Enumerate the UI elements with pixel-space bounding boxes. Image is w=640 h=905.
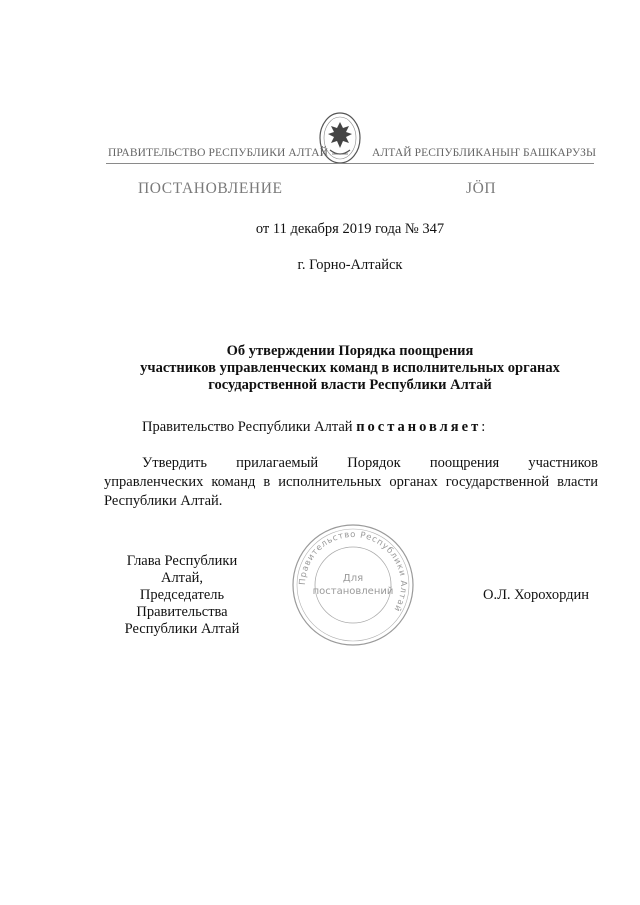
signatory-name: О.Л. Хорохордин bbox=[483, 587, 590, 603]
position-line: Председатель Правительства bbox=[136, 587, 228, 620]
government-name-altai: АЛТАЙ РЕСПУБЛИКАНЫҤ БАШКАРУЗЫ bbox=[372, 147, 597, 159]
body-line: Республики Алтай. bbox=[104, 493, 223, 509]
body-line: управленческих команд в исполнительных органах государственной власти bbox=[104, 474, 598, 490]
official-stamp-seal bbox=[288, 520, 418, 650]
svg-text:Правительство Республики Алтай bbox=[298, 530, 408, 613]
decree-body bbox=[104, 454, 598, 511]
government-name-russian: ПРАВИТЕЛЬСТВО РЕСПУБЛИКИ АЛТАЙ bbox=[108, 147, 329, 159]
seal-ring-text: Правительство Республики Алтай bbox=[297, 529, 409, 614]
document-type-altai: ЈӦП bbox=[466, 180, 497, 197]
body-line: Утвердить прилагаемый Порядок поощрения участников bbox=[142, 455, 598, 471]
decree-verb: постановляет bbox=[356, 419, 482, 435]
title-line: государственной власти Республики Алтай bbox=[208, 377, 492, 393]
decree-statement bbox=[142, 419, 485, 436]
decree-intro: Правительство Республики Алтай bbox=[142, 419, 353, 435]
document-city: г. Горно-Алтайск bbox=[297, 257, 403, 273]
title-line: участников управленческих команд в исполнительных органах bbox=[140, 360, 560, 376]
seal-center-line: постановлений bbox=[312, 586, 394, 597]
document-type-russian: ПОСТАНОВЛЕНИЕ bbox=[138, 180, 283, 197]
document-date-number: от 11 декабря 2019 года № 347 bbox=[255, 221, 445, 237]
seal-center-line: Для bbox=[342, 573, 364, 584]
header-divider bbox=[106, 163, 594, 164]
decree-colon: : bbox=[481, 419, 486, 435]
position-line: Глава Республики Алтай, bbox=[126, 553, 238, 586]
title-line: Об утверждении Порядка поощрения bbox=[226, 343, 474, 359]
position-line: Республики Алтай bbox=[124, 621, 240, 637]
signatory-position bbox=[104, 553, 260, 638]
document-title bbox=[100, 343, 600, 394]
